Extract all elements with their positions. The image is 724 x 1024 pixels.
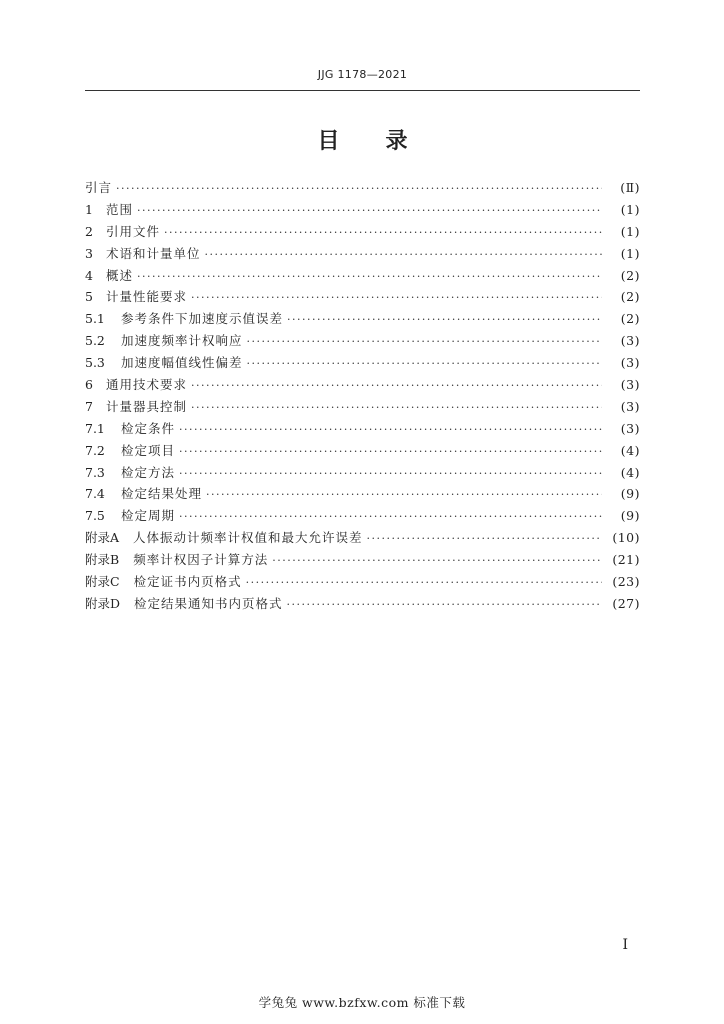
toc-dot-leader bbox=[191, 287, 602, 309]
toc-dot-leader bbox=[191, 397, 602, 419]
toc-entry-4[interactable] bbox=[85, 265, 640, 287]
toc-entry-7-5[interactable] bbox=[85, 505, 640, 527]
toc-entry-text: 频率计权因子计算方法 bbox=[133, 552, 269, 568]
toc-page-ref: (2) bbox=[620, 289, 640, 305]
toc-dot-leader bbox=[246, 572, 602, 594]
toc-page-ref: (4) bbox=[620, 442, 640, 458]
table-of-contents bbox=[85, 177, 640, 615]
toc-entry-number: 7.1 bbox=[85, 420, 105, 436]
toc-entry-appendix-b[interactable] bbox=[85, 549, 640, 571]
toc-entry-number: 7.2 bbox=[85, 442, 105, 458]
page-title: 目录 bbox=[317, 129, 454, 154]
toc-entry-6[interactable] bbox=[85, 374, 640, 396]
toc-dot-leader bbox=[205, 244, 602, 266]
toc-dot-leader bbox=[287, 594, 602, 616]
toc-entry-number: 附录A bbox=[85, 530, 120, 546]
toc-entry-number: 6 bbox=[85, 377, 93, 393]
toc-dot-leader bbox=[179, 506, 602, 528]
toc-page-ref: (4) bbox=[620, 464, 640, 480]
toc-page-ref: (9) bbox=[620, 508, 640, 524]
toc-entry-number: 1 bbox=[85, 201, 93, 217]
toc-entry-text: 术语和计量单位 bbox=[106, 245, 201, 261]
toc-entry-text: 检定结果处理 bbox=[121, 486, 203, 502]
page-number: I bbox=[622, 937, 628, 953]
toc-dot-leader bbox=[247, 331, 602, 353]
toc-entry-text: 范围 bbox=[106, 201, 134, 217]
toc-entry-text: 引言 bbox=[85, 180, 113, 195]
toc-page-ref: (23) bbox=[612, 574, 640, 590]
toc-entry-1[interactable] bbox=[85, 199, 640, 221]
source-watermark-footer: 学兔兔 www.bzfxw.com 标准下载 bbox=[258, 995, 466, 1010]
toc-page-ref: (1) bbox=[620, 223, 640, 239]
toc-entry-number: 附录D bbox=[85, 595, 121, 611]
toc-entry-5-2[interactable] bbox=[85, 330, 640, 352]
toc-entry-text: 通用技术要求 bbox=[106, 377, 188, 393]
toc-dot-leader bbox=[179, 463, 602, 485]
toc-dot-leader bbox=[272, 550, 602, 572]
toc-entry-5[interactable] bbox=[85, 286, 640, 308]
toc-page-ref: (27) bbox=[612, 595, 640, 611]
toc-page-ref: (2) bbox=[620, 311, 640, 327]
toc-entry-number: 7.4 bbox=[85, 486, 105, 502]
toc-dot-leader bbox=[116, 178, 602, 200]
toc-entry-7-2[interactable] bbox=[85, 440, 640, 462]
toc-entry-text: 加速度频率计权响应 bbox=[121, 333, 243, 349]
toc-entry-text: 检定结果通知书内页格式 bbox=[134, 595, 283, 611]
toc-entry-text: 检定条件 bbox=[121, 420, 176, 436]
toc-entry-number: 4 bbox=[85, 267, 93, 283]
toc-entry-appendix-a[interactable] bbox=[85, 527, 640, 549]
toc-dot-leader bbox=[367, 528, 602, 550]
toc-entry-number: 7.5 bbox=[85, 508, 105, 524]
toc-entry-text: 检定周期 bbox=[121, 508, 176, 524]
toc-entry-number: 7.3 bbox=[85, 464, 105, 480]
toc-dot-leader bbox=[206, 484, 602, 506]
toc-entry-number: 附录C bbox=[85, 574, 120, 590]
toc-page-ref: (21) bbox=[612, 552, 640, 568]
header-divider bbox=[85, 90, 640, 91]
toc-page-ref: (3) bbox=[620, 420, 640, 436]
toc-page-ref: (2) bbox=[620, 267, 640, 283]
toc-entry-appendix-d[interactable] bbox=[85, 593, 640, 615]
toc-entry-7-1[interactable] bbox=[85, 418, 640, 440]
toc-page-ref: (3) bbox=[620, 333, 640, 349]
toc-entry-number: 5.1 bbox=[85, 311, 105, 327]
toc-entry-5-1[interactable] bbox=[85, 308, 640, 330]
toc-entry-text: 计量性能要求 bbox=[106, 289, 188, 305]
toc-dot-leader bbox=[137, 200, 602, 222]
toc-entry-text: 检定方法 bbox=[121, 464, 176, 480]
toc-entry-number: 5.3 bbox=[85, 355, 105, 371]
toc-dot-leader bbox=[287, 309, 602, 331]
document-code-header: JJG 1178—2021 bbox=[317, 68, 408, 81]
toc-page-ref: (9) bbox=[620, 486, 640, 502]
toc-entry-7-3[interactable] bbox=[85, 462, 640, 484]
toc-entry-introduction[interactable] bbox=[85, 177, 640, 199]
toc-entry-text: 加速度幅值线性偏差 bbox=[121, 355, 243, 371]
toc-entry-number: 附录B bbox=[85, 552, 120, 568]
toc-entry-number: 7 bbox=[85, 398, 93, 414]
toc-dot-leader bbox=[137, 266, 602, 288]
toc-page-ref: (Ⅱ) bbox=[620, 180, 640, 195]
toc-entry-number: 2 bbox=[85, 223, 93, 239]
toc-page-ref: (3) bbox=[620, 355, 640, 371]
toc-entry-7-4[interactable] bbox=[85, 483, 640, 505]
toc-page-ref: (3) bbox=[620, 398, 640, 414]
toc-entry-text: 人体振动计频率计权值和最大允许误差 bbox=[133, 530, 363, 546]
toc-entry-text: 概述 bbox=[106, 267, 134, 283]
toc-dot-leader bbox=[191, 375, 602, 397]
toc-entry-5-3[interactable] bbox=[85, 352, 640, 374]
toc-entry-text: 检定项目 bbox=[121, 442, 176, 458]
toc-dot-leader bbox=[164, 222, 602, 244]
toc-dot-leader bbox=[179, 419, 602, 441]
toc-dot-leader bbox=[179, 441, 602, 463]
toc-entry-appendix-c[interactable] bbox=[85, 571, 640, 593]
toc-page-ref: (1) bbox=[620, 201, 640, 217]
toc-entry-number: 5 bbox=[85, 289, 93, 305]
toc-entry-text: 引用文件 bbox=[106, 223, 161, 239]
toc-page-ref: (1) bbox=[620, 245, 640, 261]
toc-entry-2[interactable] bbox=[85, 221, 640, 243]
toc-entry-text: 计量器具控制 bbox=[106, 398, 188, 414]
toc-entry-text: 参考条件下加速度示值误差 bbox=[121, 311, 284, 327]
toc-entry-number: 5.2 bbox=[85, 333, 105, 349]
toc-page-ref: (10) bbox=[612, 530, 640, 546]
toc-dot-leader bbox=[247, 353, 602, 375]
toc-entry-3[interactable] bbox=[85, 243, 640, 265]
toc-entry-text: 检定证书内页格式 bbox=[133, 574, 242, 590]
toc-entry-7[interactable] bbox=[85, 396, 640, 418]
toc-entry-number: 3 bbox=[85, 245, 93, 261]
toc-page-ref: (3) bbox=[620, 377, 640, 393]
